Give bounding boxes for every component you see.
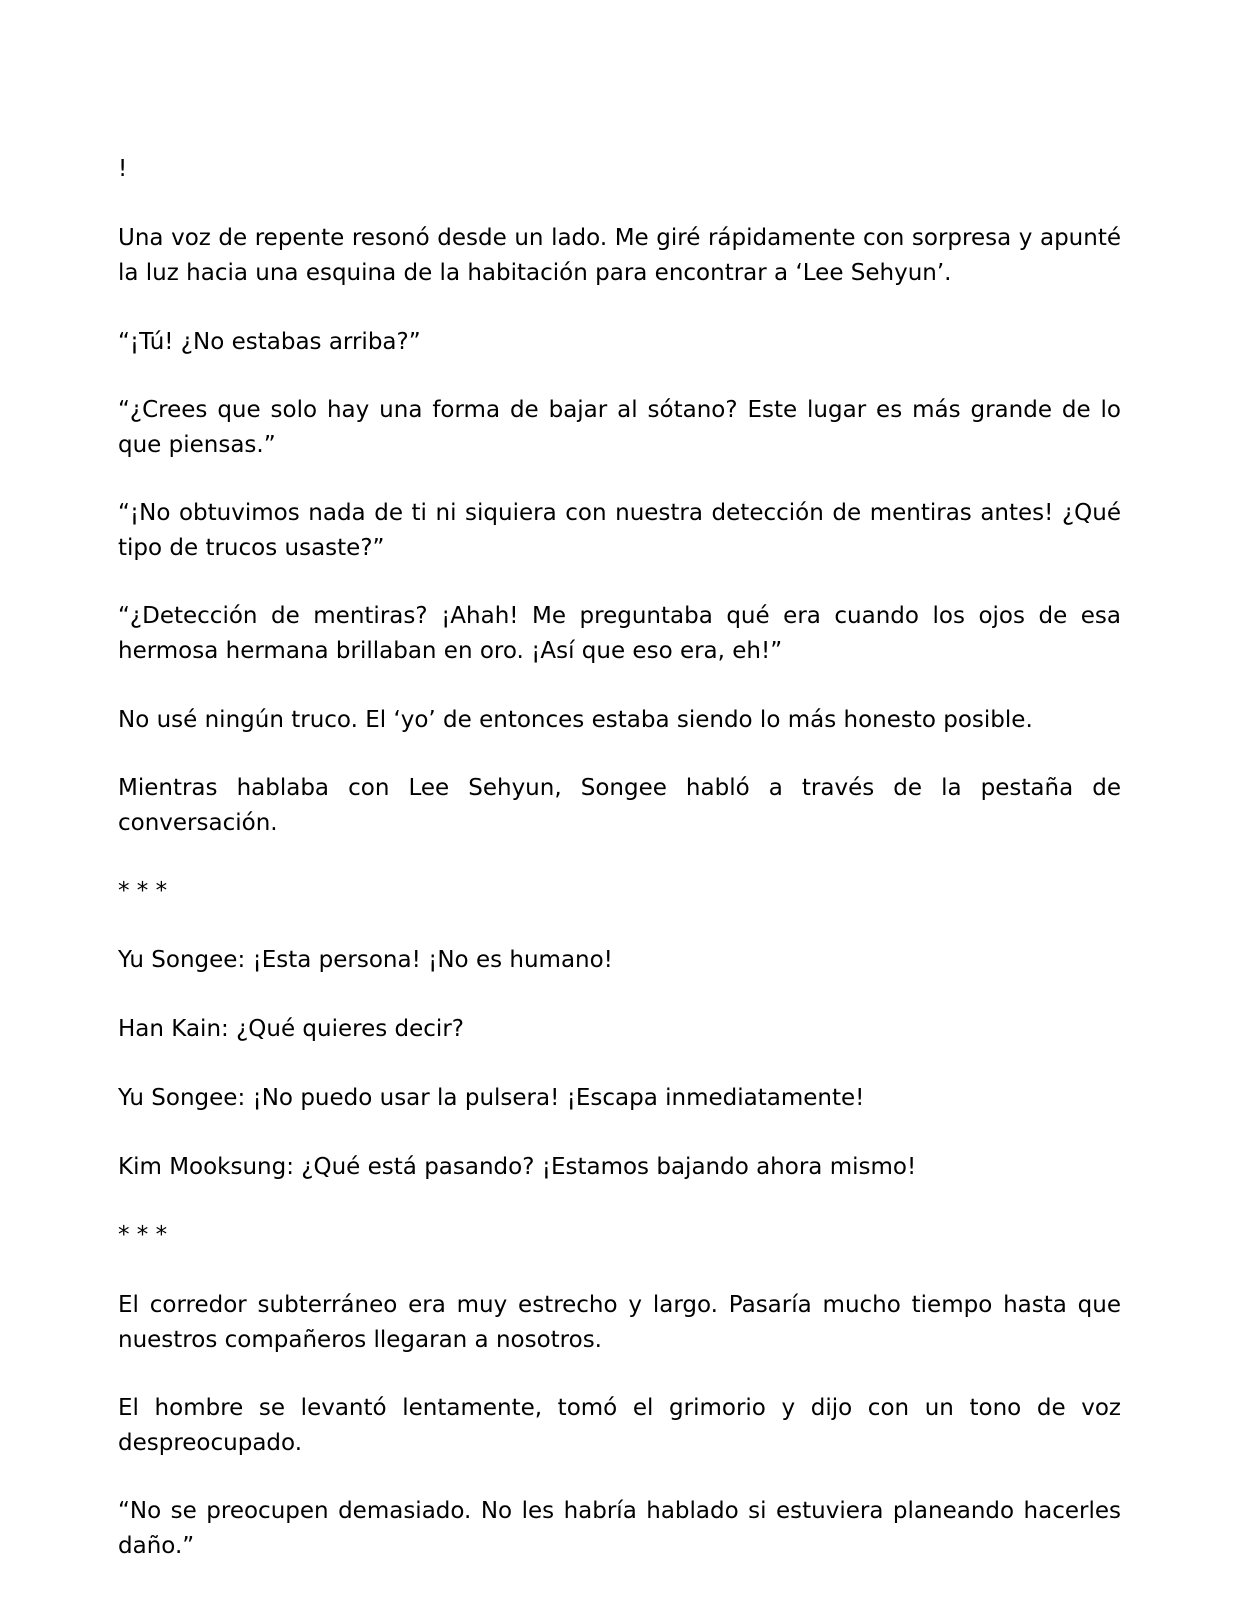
paragraph-narration-corridor: El corredor subterráneo era muy estrecho y largo. Pasaría mucho tiempo hasta que nuestros compañeros llegaran a nosotros. [118, 1292, 1121, 1353]
paragraph-dialogue-2: “¿Crees que solo hay una forma de bajar al sótano? Este lugar es más grande de lo que piensas.” [118, 397, 1121, 458]
paragraph-narration-honest: No usé ningún truco. El ‘yo’ de entonces estaba siendo lo más honesto posible. [118, 707, 1033, 733]
paragraph-narration-chat: Mientras hablaba con Lee Sehyun, Songee habló a través de la pestaña de conversación. [118, 775, 1121, 836]
scene-break-2: * * * [118, 1222, 168, 1248]
paragraph-exclamation: ! [118, 156, 128, 182]
paragraph-narration-voice: Una voz de repente resonó desde un lado. Me giré rápidamente con sorpresa y apunté la luz hacia una esquina de la habitación para encontrar a ‘Lee Sehyun’. [118, 225, 1121, 286]
paragraph-dialogue-1: “¡Tú! ¿No estabas arriba?” [118, 329, 421, 355]
chat-line-3: Yu Songee: ¡No puedo usar la pulsera! ¡Escapa inmediatamente! [118, 1085, 865, 1111]
paragraph-dialogue-4: “¿Detección de mentiras? ¡Ahah! Me preguntaba qué era cuando los ojos de esa hermosa hermana brillaban en oro. ¡Así que eso era, eh!” [118, 603, 1121, 664]
chat-line-2: Han Kain: ¿Qué quieres decir? [118, 1016, 464, 1042]
paragraph-dialogue-3: “¡No obtuvimos nada de ti ni siquiera con nuestra detección de mentiras antes! ¿Qué tipo de trucos usaste?” [118, 500, 1121, 561]
chat-line-1: Yu Songee: ¡Esta persona! ¡No es humano! [118, 947, 613, 973]
scene-break-1: * * * [118, 878, 168, 904]
paragraph-narration-man: El hombre se levantó lentamente, tomó el grimorio y dijo con un tono de voz despreocupado. [118, 1395, 1121, 1456]
paragraph-dialogue-5: “No se preocupen demasiado. No les habría hablado si estuviera planeando hacerles daño.” [118, 1498, 1121, 1559]
chat-line-4: Kim Mooksung: ¿Qué está pasando? ¡Estamos bajando ahora mismo! [118, 1154, 917, 1180]
